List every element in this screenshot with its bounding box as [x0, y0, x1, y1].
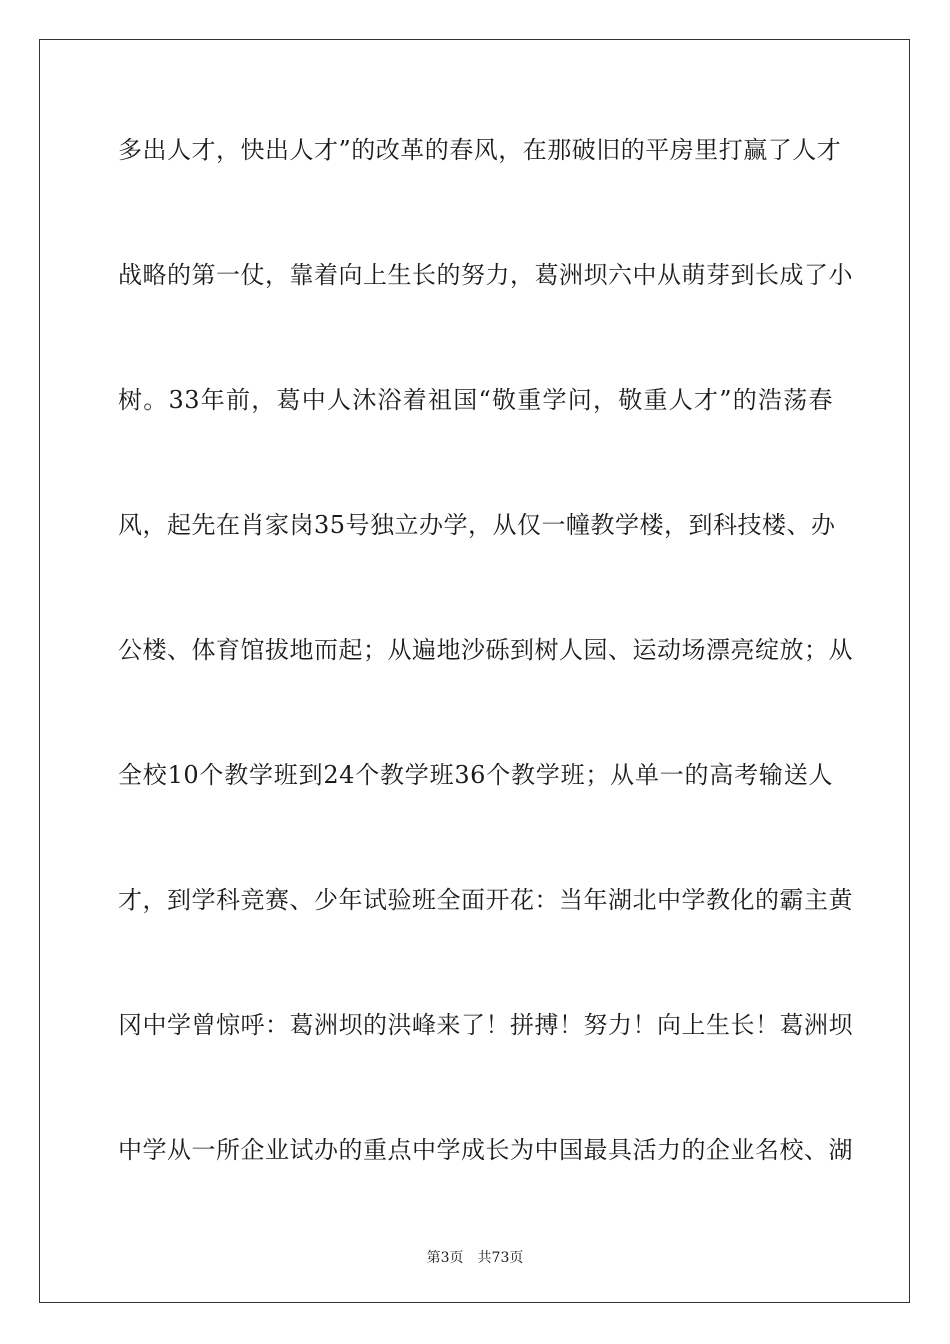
text-line-1: 多出人才，快出人才”的改革的春风，在那破旧的平房里打赢了人才: [118, 136, 842, 164]
text-line-8: 冈中学曾惊呼：葛洲坝的洪峰来了！拼搏！努力！向上生长！葛洲坝: [118, 1011, 853, 1039]
body-text: [118, 132, 853, 1168]
text-line-6: 全校10个教学班到24个教学班36个教学班；从单一的高考输送人: [118, 761, 833, 789]
text-line-9: 中学从一所企业试办的重点中学成长为中国最具活力的企业名校、湖: [118, 1136, 853, 1164]
page-footer: [0, 1247, 950, 1267]
text-line-3: 树。33年前，葛中人沐浴着祖国“敬重学问，敬重人才”的浩荡春: [118, 386, 833, 414]
text-line-4: 风，起先在肖家岗35号独立办学，从仅一幢教学楼，到科技楼、办: [118, 511, 836, 539]
text-line-5: 公楼、体育馆拔地而起；从遍地沙砾到树人园、运动场漂亮绽放；从: [118, 636, 853, 664]
text-line-2: 战略的第一仗，靠着向上生长的努力，葛洲坝六中从萌芽到长成了小: [118, 261, 853, 289]
page-number: 第3页: [426, 1250, 464, 1266]
page-total: 共73页: [477, 1250, 524, 1266]
text-line-7: 才，到学科竞赛、少年试验班全面开花：当年湖北中学教化的霸主黄: [118, 886, 853, 914]
